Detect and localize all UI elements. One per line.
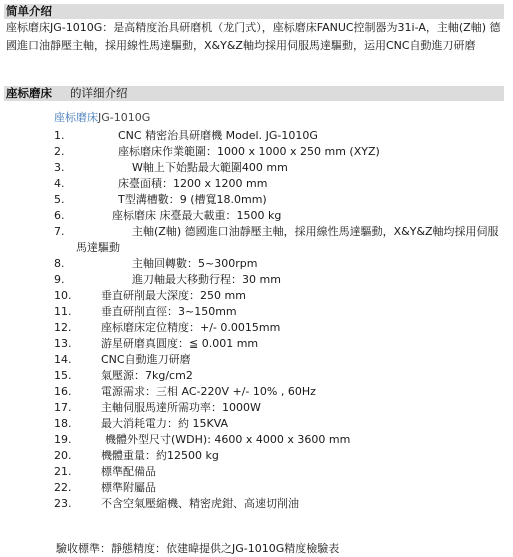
spec-item [0,416,513,432]
spec-item [0,368,513,384]
spec-text: T型溝槽數：9 (槽寬18.0mm) [118,193,267,206]
spec-number: 19. [54,433,72,446]
spec-text: 座标磨床作業範圍：1000 x 1000 x 250 mm (XYZ) [118,145,380,158]
spec-text: 主軸回轉數：5~300rpm [132,257,258,270]
spec-text: 氣壓源：7kg/cm2 [101,369,193,382]
spec-text: 機體外型尺寸(WDH): 4600 x 4000 x 3600 mm [105,433,351,446]
spec-item [0,496,513,512]
spec-item [0,448,513,464]
spec-item [0,272,513,288]
spec-item [0,432,513,448]
spec-number: 21. [54,465,72,478]
spec-number: 20. [54,449,72,462]
spec-number: 22. [54,481,72,494]
spec-text: 不含空氣壓縮機、精密虎鉗、高速切削油 [101,497,299,510]
spec-number: 23. [54,497,72,510]
spec-item [0,192,513,208]
spec-item [0,352,513,368]
spec-text: 進刀軸最大移動行程：30 mm [132,273,281,286]
spec-item [0,320,513,336]
spec-item [0,480,513,496]
spec-item [0,224,513,256]
spec-text: CNC 精密治具研磨機 Model. JG-1010G [118,129,318,142]
spec-item [0,208,513,224]
spec-number: 10. [54,289,72,302]
spec-number: 17. [54,401,72,414]
spec-text: 床臺面積：1200 x 1200 mm [118,177,268,190]
section-title: 简单介绍 [6,4,52,18]
spec-number: 4. [54,177,65,190]
spec-text: 機體重量：約12500 kg [101,449,219,462]
spec-text: CNC自動進刀研磨 [101,353,191,366]
spec-item [0,128,513,144]
spec-number: 2. [54,145,65,158]
spec-number: 1. [54,129,65,142]
spec-number: 13. [54,337,72,350]
spec-text: 最大消耗電力：約 15KVA [101,417,229,430]
spec-number: 11. [54,305,72,318]
spec-text-wrapped [76,224,501,256]
spec-number: 12. [54,321,72,334]
spec-text: 主軸(Z軸) 德國進口油靜壓主軸，採用線性馬達驅動，X&Y&Z軸均採用伺服馬達驅動 [76,225,499,254]
spec-number: 7. [54,225,65,238]
spec-item [0,304,513,320]
spec-item [0,336,513,352]
spec-text: 標準附屬品 [101,481,156,494]
spec-number: 8. [54,257,65,270]
spec-number: 18. [54,417,72,430]
section-title: 座标磨床 [6,86,52,100]
spec-text: W軸上下始點最大範圍400 mm [132,161,288,174]
spec-number: 3. [54,161,65,174]
spec-number: 14. [54,353,72,366]
spec-item [0,288,513,304]
spec-item [0,176,513,192]
acceptance-standard: 驗收標準：靜態精度：依建暐提供之JG-1010G精度檢驗表 [56,542,340,555]
spec-number: 15. [54,369,72,382]
section-header-details [4,86,504,101]
spec-number: 5. [54,193,65,206]
spec-text: 電源需求：三相 AC-220V +/- 10% , 60Hz [101,385,316,398]
spec-text: 主軸伺服馬達所需功率：1000W [101,401,261,414]
spec-list [0,128,513,512]
spec-item [0,144,513,160]
section-header-intro [4,4,504,19]
spec-text: 座标磨床定位精度：+/- 0.0015mm [101,321,281,334]
spec-text: 垂直研削最大深度：250 mm [101,289,246,302]
spec-text: 座标磨床 床臺最大載重：1500 kg [112,209,282,222]
spec-number: 6. [54,209,65,222]
spec-number: 9. [54,273,65,286]
product-name: 座标磨床 [54,111,98,124]
spec-item [0,160,513,176]
spec-text: 標準配備品 [101,465,156,478]
product-model: JG-1010G [98,111,151,124]
spec-item [0,464,513,480]
spec-text: 游星研磨真圓度：≦ 0.001 mm [101,337,259,350]
spec-text: 垂直研削直徑：3~150mm [101,305,237,318]
product-title [54,109,150,125]
spec-item [0,400,513,416]
spec-number: 16. [54,385,72,398]
section-subtitle: 的详细介绍 [70,86,128,100]
spec-item [0,256,513,272]
spec-item [0,384,513,400]
intro-paragraph: 座标磨床JG-1010G：是高精度治具研磨机（龙门式），座标磨床FANUC控制器为31i-A，主軸(Z軸) 德國進口油靜壓主軸，採用線性馬達驅動，X&Y&Z軸均採用伺服馬達驅動，运用CNC自動進刀研磨 [6,21,501,52]
